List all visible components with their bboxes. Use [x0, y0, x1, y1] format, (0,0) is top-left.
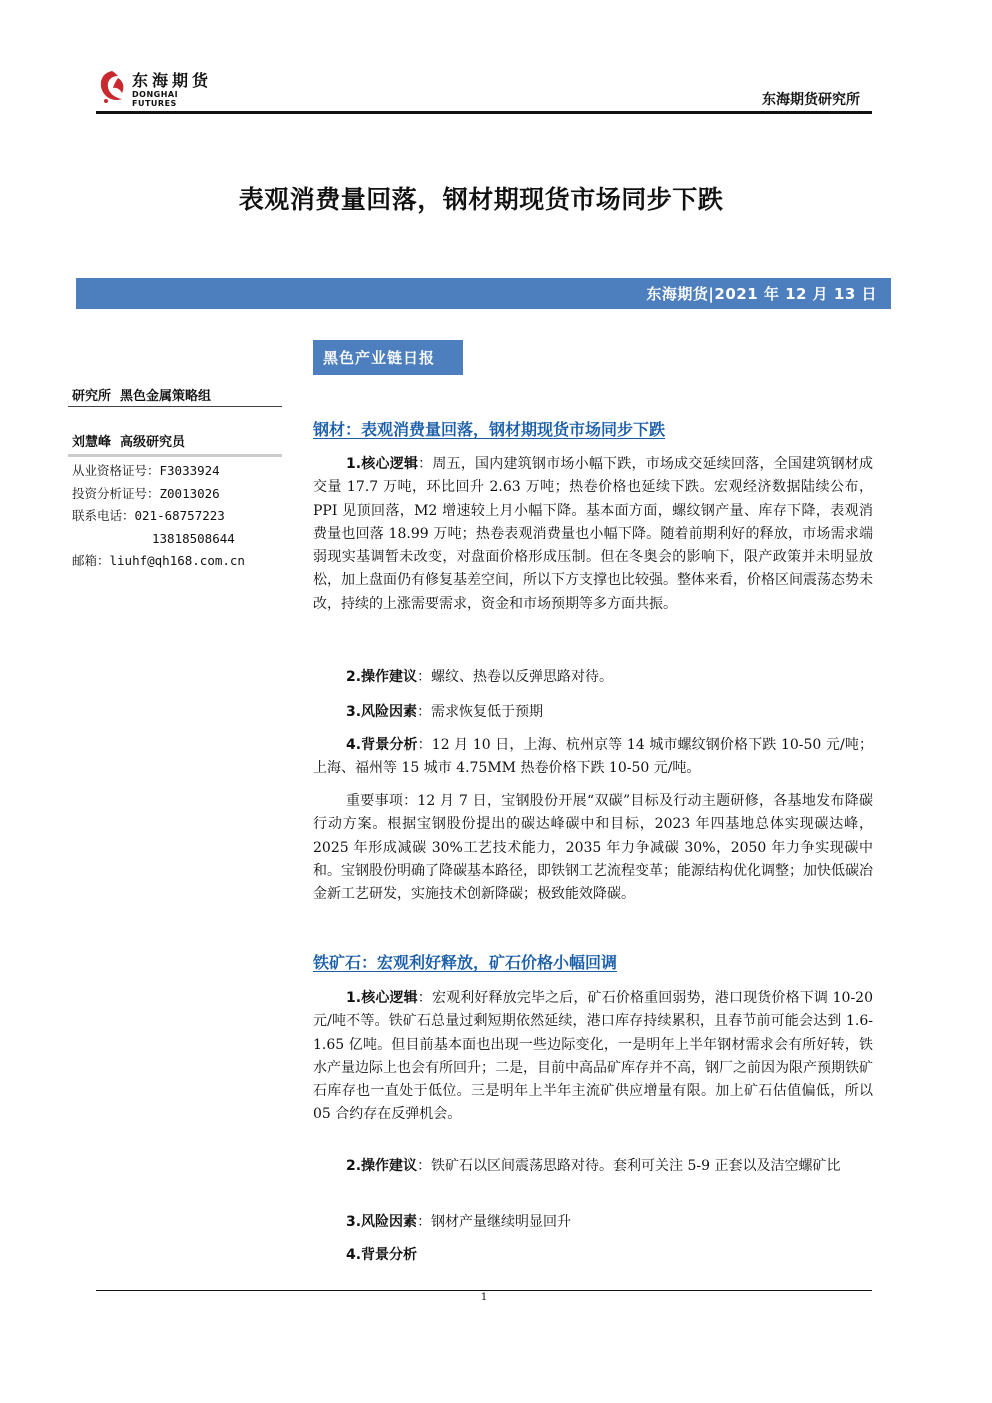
steel-important-events: 重要事项：12 月 7 日，宝钢股份开展“双碳”目标及行动主题研修，各基地发布降碳行动方案。根据宝钢股份提出的碳达峰碳中和目标，2023 年四基地总体实现碳达峰，2025 年形成减碳 30%工艺技术能力，2035 年力争减碳 30%，2050 年力争实现碳中和。宝钢股份明确了降碳基本路径，即铁钢工艺流程变革；能源结构优化调整；加快低碳冶金新工艺研发，实施技术创新降碳；极致能效降碳。	[313, 793, 873, 903]
ore-risk-text: ：钢材产量继续明显回升	[417, 1214, 572, 1230]
steel-background-text: ：12 月 10 日，上海、杭州京等 14 城市螺纹钢价格下跌 10-50 元/吨；上海、福州等 15 城市 4.75MM 热卷价格下跌 10-50 元/吨。	[313, 737, 873, 777]
date-banner	[76, 278, 891, 309]
steel-core-logic	[313, 453, 873, 616]
page-number: 1	[480, 1292, 488, 1303]
sidebar-department: 研究所 黑色金属策略组	[72, 389, 212, 404]
logo-chinese-text: 东海期货	[132, 71, 213, 90]
analysis-number: 投资分析证号：Z0013026	[72, 485, 220, 501]
ore-advice-label: 2.操作建议	[346, 1158, 418, 1174]
steel-risk-text: ：需求恢复低于预期	[417, 704, 544, 720]
ore-core-logic-text: ：宏观利好释放完毕之后，矿石价格重回弱势，港口现货价格下调 10-20 元/吨不等。铁矿石总量过剩短期依然延续，港口库存持续累积，且春节前可能会达到 1.6-1.65 亿吨。但目前基本面也出现一些边际变化，一是明年上半年钢材需求会有所好转，铁水产量边际上也会有所回升；二是，目前中高品矿库存并不高，钢厂之前因为限产预期铁矿石库存也一直处于低位。三是明年上半年主流矿供应增量有限。加上矿石估值偏低，所以 05 合约存在反弹机会。	[313, 990, 873, 1123]
ore-section-heading: 铁矿石：宏观利好释放，矿石价格小幅回调	[313, 953, 618, 972]
phone-number: 联系电话：021-68757223	[72, 508, 225, 523]
steel-advice-label: 2.操作建议	[346, 669, 418, 685]
ore-core-logic	[313, 987, 873, 1127]
ore-core-logic-label: 1.核心逻辑	[346, 990, 418, 1006]
footer-divider	[96, 1290, 872, 1291]
sidebar-contact-info	[72, 460, 245, 573]
steel-background-label: 4.背景分析	[346, 737, 418, 753]
ore-advice-text: ：铁矿石以区间震荡思路对待。套利可关注 5-9 正套以及洁空螺矿比	[417, 1158, 841, 1174]
email-address[interactable]: 邮箱：liuhf@qh168.com.cn	[72, 553, 245, 568]
company-logo	[96, 66, 226, 110]
mobile-number: 13818508644	[152, 530, 235, 546]
steel-background	[313, 734, 873, 781]
qualification-number: 从业资格证号：F3033924	[72, 463, 220, 478]
ore-risk	[313, 1211, 873, 1234]
dragon-logo-icon	[96, 68, 128, 106]
steel-risk	[313, 701, 873, 724]
steel-core-logic-label: 1.核心逻辑	[346, 456, 419, 472]
header-divider	[96, 111, 872, 114]
steel-advice-text: ：螺纹、热卷以反弹思路对待。	[417, 669, 614, 685]
ore-risk-label: 3.风险因素	[346, 1214, 418, 1230]
steel-core-logic-text: ：周五，国内建筑钢市场小幅下跌，市场成交延续回落，全国建筑钢材成交量 17.7 万吨，环比回升 2.63 万吨；热卷价格也延续下跌。宏观经济数据陆续公布，PPI 见顶回落，M2 增速较上月小幅下降。基本面方面，螺纹钢产量、库存下降，表观消费量也回落 18.99 万吨；热卷表观消费量也小幅下降。随着前期利好的释放，市场需求端弱现实基调暂未改变，对盘面价格形成压制。但在冬奥会的影响下，限产政策并未明显放松，加上盘面仍有修复基差空间，所以下方支撑也比较强。整体来看，价格区间震荡态势未改，持续的上涨需要需求，资金和市场预期等多方面共振。	[313, 456, 874, 612]
steel-risk-label: 3.风险因素	[346, 704, 418, 720]
report-title: 表观消费量回落，钢材期现货市场同步下跌	[238, 185, 724, 214]
section-tag	[313, 340, 463, 375]
ore-background-label: 4.背景分析	[346, 1247, 418, 1263]
steel-section-heading: 钢材：表观消费量回落，钢材期现货市场同步下跌	[313, 420, 666, 439]
logo-english-text: DONGHAI FUTURES	[132, 90, 179, 108]
date-banner-text: 东海期货|2021 年 12 月 13 日	[646, 285, 877, 303]
section-tag-label: 黑色产业链日报	[323, 349, 436, 367]
ore-background	[313, 1244, 873, 1267]
sidebar-divider-thick	[68, 454, 282, 457]
sidebar-divider	[68, 406, 282, 407]
ore-advice	[313, 1155, 873, 1178]
header-institute-label: 东海期货研究所	[762, 92, 860, 108]
sidebar-analyst-name: 刘慧峰 高级研究员	[72, 435, 186, 450]
steel-advice	[313, 666, 873, 689]
